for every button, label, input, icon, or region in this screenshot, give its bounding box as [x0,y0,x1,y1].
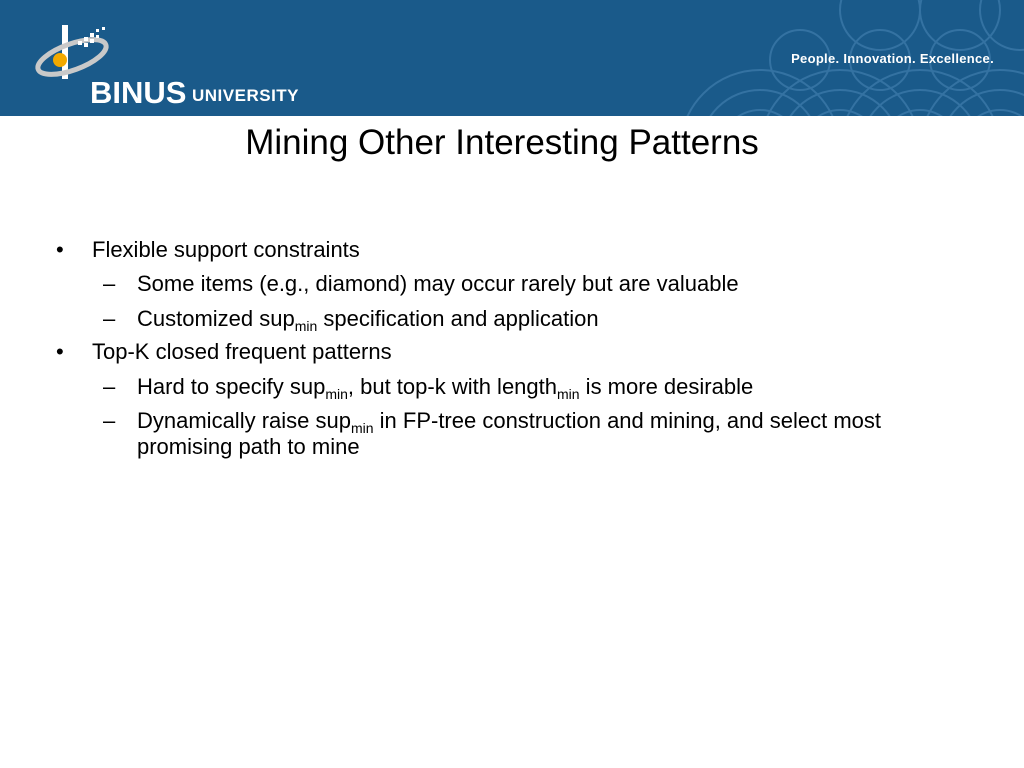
sub-bullet-item [52,374,952,400]
sub-bullet-text: Customized sup$_{min}$ specification and application [137,305,599,334]
dash-icon: – [103,305,116,331]
header-banner [0,0,1024,116]
bullet-item [52,339,952,365]
subscript: min [294,317,318,334]
logo-wordmark: BINUS [90,75,187,110]
sub-bullet-item [52,306,952,332]
sub-bullet-text: Dynamically raise sup$_{min}$ in FP-tree construction and mining, and select most promising path to mine [137,407,881,460]
bullet-item [52,237,952,263]
slide-title: Mining Other Interesting Patterns [245,123,759,162]
bullet-text: Top-K closed frequent patterns [92,339,392,365]
binus-logo [20,15,300,110]
sub-bullet-item [52,271,952,297]
bullet-text: Flexible support constraints [92,237,360,262]
tagline: People. Innovation. Excellence. [791,51,994,66]
dash-icon: – [103,271,116,297]
dash-icon: – [103,407,116,433]
subscript: min [350,419,374,436]
logo-emblem-icon [32,23,142,83]
sub-bullet-text: Hard to specify sup$_{min}$, but top-k with length$_{min}$ is more desirable [137,373,754,402]
sub-bullet-text: Some items (e.g., diamond) may occur rarely but are valuable [137,271,739,297]
subscript: min [325,385,348,402]
bullet-dot-icon: • [56,237,64,262]
dash-icon: – [103,373,116,399]
bullet-dot-icon: • [56,339,64,365]
slide-body [52,230,952,461]
sub-bullet-item [52,408,952,461]
subscript: min [557,385,580,402]
logo-university-label: UNIVERSITY [192,86,300,105]
